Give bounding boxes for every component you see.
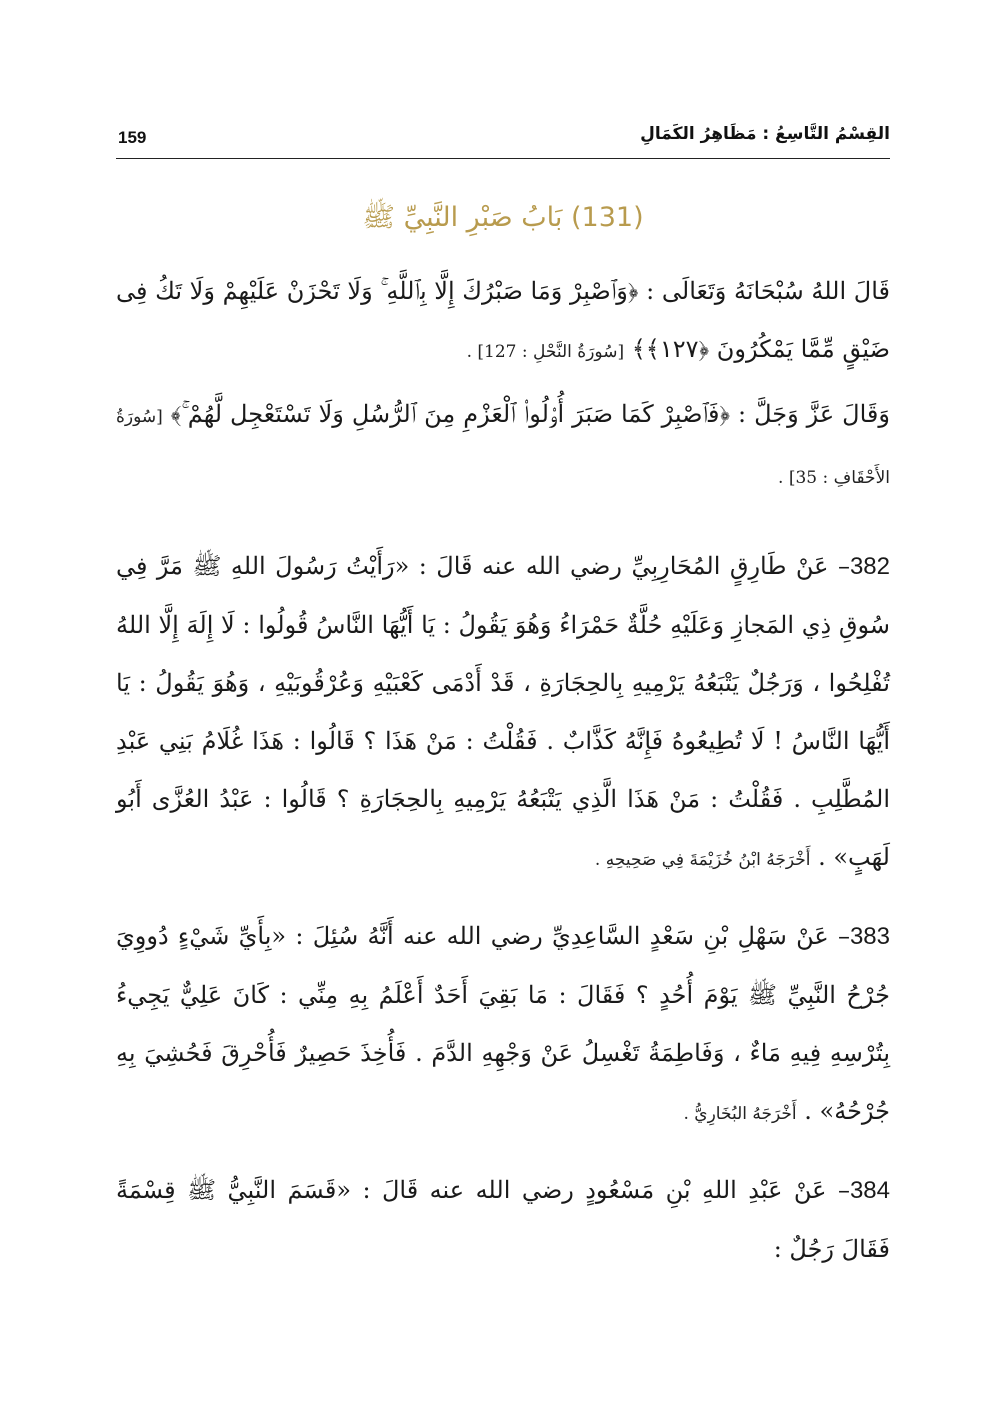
hadith-number: 384 [849,1177,890,1204]
page-header [116,118,890,159]
verse-2-text: وَقَالَ عَزَّ وَجَلَّ : ﴿فَٱصْبِرْ كَمَا صَبَرَ أُو۟لُوا۟ ٱلْعَزْمِ مِنَ ٱلرُّسُلِ وَلَا تَسْتَعْجِل لَّهُمْ ۚ﴾ [170,400,890,428]
hadith-text: – عَنْ عَبْدِ اللهِ بْنِ مَسْعُودٍ رضي الله عنه قَالَ : «قَسَمَ النَّبِيُّ ﷺ قِسْمَةً فَقَالَ رَجُلٌ : [116,1176,890,1263]
page-number: 159 [118,128,147,147]
verse-2-reference: [سُورَةُ الأَحْقَافِ : 35] . [116,407,890,488]
hadith-382 [116,537,890,889]
running-head: القِسْمُ التَّاسِعُ : مَظَاهِرُ الكَمَالِ [640,124,890,144]
hadith-text: – عَنْ سَهْلِ بْنِ سَعْدٍ السَّاعِدِيِّ رضي الله عنه أَنَّهُ سُئِلَ : «بِأَيِّ شَيْءٍ دُووِيَ جُرْحُ النَّبِيِّ ﷺ يَوْمَ أُحُدٍ ؟ فَقَالَ : مَا بَقِيَ أَحَدٌ أَعْلَمُ بِهِ مِنِّي : كَانَ عَلِيٌّ يَجِيءُ بِتُرْسِهِ فِيهِ مَاءٌ ، وَفَاطِمَةُ تَغْسِلُ عَنْ وَجْهِهِ الدَّمَ . فَأُخِذَ حَصِيرٌ فَأُحْرِقَ فَحُشِيَ بِهِ جُرْحُهُ» . [116,922,890,1125]
quran-verse-1 [116,262,890,381]
hadith-384 [116,1161,890,1278]
chapter-title: (131) بَابُ صَبْرِ النَّبِيِّ ﷺ [362,202,644,233]
hadith-number: 383 [849,923,890,950]
hadith-source: أَخْرَجَهُ البُخَارِيُّ . [683,1104,797,1124]
page-body [116,262,890,1278]
verse-1-reference: [سُورَةُ النَّحْلِ : 127] . [466,342,625,362]
hadith-number: 382 [849,553,890,580]
hadith-text: – عَنْ طَارِقٍ المُحَارِبِيِّ رضي الله عنه قَالَ : «رَأَيْتُ رَسُولَ اللهِ ﷺ مَرَّ فِي سُوقِ ذِي المَجازِ وَعَلَيْهِ حُلَّةٌ حَمْرَاءُ وَهُوَ يَقُولُ : يَا أَيُّهَا النَّاسُ قُولُوا : لَا إِلَهَ إِلَّا اللهُ تُفْلِحُوا ، وَرَجُلٌ يَتْبَعُهُ يَرْمِيهِ بِالحِجَارَةِ ، قَدْ أَدْمَى كَعْبَيْهِ وَعُرْقُوبَيْهِ ، وَهُوَ يَقُولُ : يَا أَيُّهَا النَّاسُ ! لَا تُطِيعُوهُ فَإِنَّهُ كَذَّابٌ . فَقُلْتُ : مَنْ هَذَا ؟ قَالُوا : هَذَا غُلَامُ بَنِي عَبْدِ المُطَّلِبِ . فَقُلْتُ : مَنْ هَذَا الَّذِي يَتْبَعُهُ يَرْمِيهِ بِالحِجَارَةِ ؟ قَالُوا : عَبْدُ العُزَّى أَبُو لَهَبٍ» . [116,552,891,871]
hadith-source: أَخْرَجَهُ ابْنُ خُزَيْمَةَ فِي صَحِيحِهِ . [594,850,811,870]
quran-verse-2 [116,385,890,507]
verse-1-text: قَالَ اللهُ سُبْحَانَهُ وَتَعَالَى : ﴿وَٱصْبِرْ وَمَا صَبْرُكَ إِلَّا بِٱللَّهِ ۚ وَلَا تَحْزَنْ عَلَيْهِمْ وَلَا تَكُ فِى ضَيْقٍ مِّمَّا يَمْكُرُونَ ﴿١٢٧﴾﴾ [116,277,890,363]
hadith-383 [116,907,890,1143]
